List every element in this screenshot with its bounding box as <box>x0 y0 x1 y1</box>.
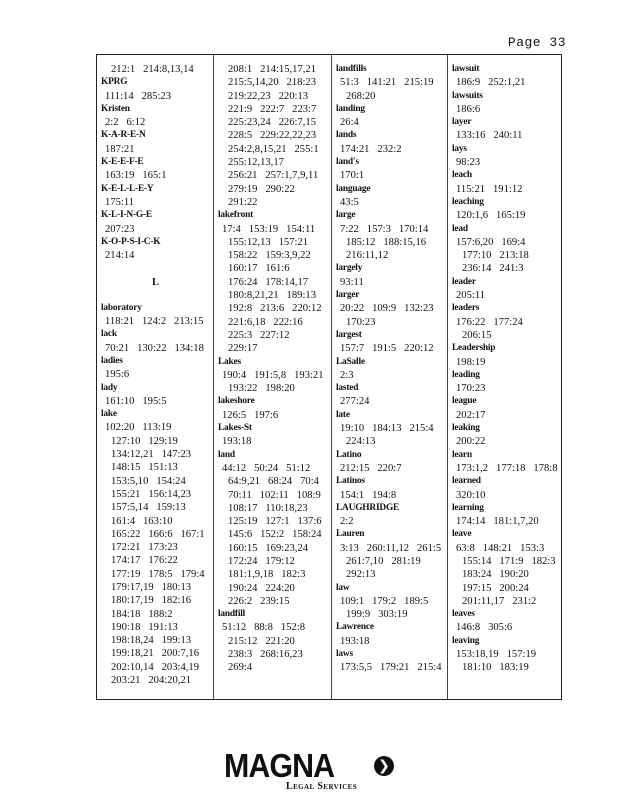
index-term: leaders <box>452 303 480 314</box>
index-entry <box>218 449 328 609</box>
index-column-4 <box>447 55 561 699</box>
index-term: league <box>452 396 477 407</box>
index-entry <box>101 236 210 263</box>
index-term: K-E-E-F-E <box>101 157 144 168</box>
index-entry <box>336 475 444 502</box>
index-entry <box>101 76 210 103</box>
index-entry <box>336 183 444 210</box>
index-term: language <box>336 183 371 194</box>
index-entry <box>336 209 444 262</box>
index-entry <box>452 608 558 635</box>
index-entry <box>452 276 558 303</box>
entry-references-continued: 155:14 171:9 182:3 183:24 190:20 197:15 200:24 201:11,17 231:2 <box>462 555 556 607</box>
entry-references-continued: 224:13 <box>346 436 376 448</box>
index-entry <box>452 369 558 396</box>
index-term: leading <box>452 369 480 380</box>
entry-references: 7:22 157:3 170:14 <box>340 223 429 235</box>
index-entry <box>218 422 328 449</box>
entry-references: 193:18 <box>222 436 252 448</box>
entry-references: 170:1 <box>340 170 365 182</box>
entry-references: 212:15 220:7 <box>340 462 402 474</box>
index-term: lakefront <box>218 210 254 221</box>
index-term: lack <box>101 329 117 340</box>
index-term: leach <box>452 170 472 181</box>
entry-references-continued: 64:9,21 68:24 70:4 70:11 102:11 108:9 108:17 110:18,23 125:19 127:1 137:6 145:6 152:2 158:24 160:15 169:23,24 172:24 179:12 181:1,9,18 182:3 190:24 224:20 226:2 239:15 <box>228 476 322 607</box>
entry-references: 205:11 <box>456 290 486 302</box>
index-term: Kristen <box>101 103 130 114</box>
index-entry <box>452 116 558 143</box>
entry-references: 195:6 <box>105 369 130 381</box>
index-term: largest <box>336 329 362 340</box>
entry-references: 2:2 <box>340 516 354 528</box>
index-entry <box>101 302 210 329</box>
section-letter: L <box>151 277 159 289</box>
index-entry <box>336 129 444 156</box>
entry-references: 93:11 <box>340 276 364 288</box>
index-entry <box>101 129 210 156</box>
index-term: K-A-R-E-N <box>101 130 146 141</box>
index-table <box>96 54 562 700</box>
entry-references: 120:1,6 165:19 <box>456 210 526 222</box>
entry-references-continued: 199:9 303:19 <box>346 609 408 621</box>
entry-references: 20:22 109:9 132:23 <box>340 303 434 315</box>
entry-references: 70:21 130:22 134:18 <box>105 342 204 354</box>
entry-references-continued: 127:10 129:19 134:12,21 147:23 148:15 151:13 153:5,10 154:24 155:21 156:14,23 157:5,14 159:13 161:4 163:10 165:22 166:6 167:1 172:21 173:23 174:17 176:22 177:19 178:5 179:4 179:17,19 180:13 180:17,19 182:16 184:18 188:2 190:18 191:13 198:18,24 199:13 199:18,21 200:7,16 202:10,14 203:4,19 203:21 204:20,21 <box>111 435 205 687</box>
index-term: Lakes <box>218 356 241 367</box>
index-entry <box>452 90 558 117</box>
magna-logo <box>224 748 396 794</box>
index-term: land <box>218 449 235 460</box>
index-term: layer <box>452 117 472 128</box>
entry-references: 174:21 232:2 <box>340 143 402 155</box>
entry-references: 198:19 <box>456 356 486 368</box>
entry-references: 161:10 195:5 <box>105 395 167 407</box>
entry-references: 170:23 <box>456 383 486 395</box>
index-entry <box>218 63 328 209</box>
index-term: Lauren <box>336 529 365 540</box>
index-entry <box>452 502 558 529</box>
index-entry <box>101 63 210 76</box>
index-entry <box>101 382 210 409</box>
index-entry <box>336 289 444 329</box>
entry-references: 173:1,2 177:18 178:8 <box>456 462 558 474</box>
entry-references-continued: 155:12,13 157:21 158:22 159:3,9,22 160:17 161:6 176:24 178:14,17 180:8,21,21 189:13 192:8 213:6 220:12 221:6,18 222:16 225:3 227:12 229:17 <box>228 236 322 355</box>
index-entry <box>336 528 444 581</box>
index-entry <box>336 262 444 289</box>
entry-references: 2:2 6:12 <box>105 117 146 129</box>
index-entry <box>218 608 328 674</box>
index-term: K-L-I-N-G-E <box>101 210 152 221</box>
index-term: lake <box>101 409 117 420</box>
entry-references: 153:18,19 157:19 <box>456 649 537 661</box>
index-entry <box>452 196 558 223</box>
entry-references: 190:4 191:5,8 193:21 <box>222 369 324 381</box>
index-term: lakeshore <box>218 396 255 407</box>
index-term: learn <box>452 449 472 460</box>
index-term: landing <box>336 103 365 114</box>
index-term: late <box>336 409 350 420</box>
entry-references: 2:3 <box>340 369 354 381</box>
entry-references: 118:21 124:2 213:15 <box>105 316 204 328</box>
entry-references: 176:22 177:24 <box>456 316 523 328</box>
index-entry <box>452 169 558 196</box>
entry-references: 43:5 <box>340 196 359 208</box>
index-entry <box>452 63 558 90</box>
index-entry <box>218 356 328 396</box>
index-term: leaves <box>452 609 475 620</box>
index-entry <box>101 103 210 130</box>
index-term: larger <box>336 290 360 301</box>
index-entry <box>218 395 328 422</box>
index-entry <box>101 156 210 183</box>
index-term: leaking <box>452 423 480 434</box>
entry-references-continued: 261:7,10 281:19 292:13 <box>346 555 421 581</box>
entry-references: 3:13 260:11,12 261:5 <box>340 542 442 554</box>
index-term: large <box>336 210 356 221</box>
index-term: lawsuits <box>452 90 483 101</box>
index-term: ladies <box>101 355 123 366</box>
index-term: leaching <box>452 196 484 207</box>
entry-references: 207:23 <box>105 223 135 235</box>
index-column-1 <box>97 55 213 699</box>
index-term: laboratory <box>101 302 142 313</box>
index-column-2 <box>213 55 331 699</box>
index-entry <box>218 209 328 355</box>
index-entry <box>336 63 444 103</box>
index-entry <box>336 156 444 183</box>
index-entry <box>452 223 558 276</box>
index-term: LAUGHRIDGE <box>336 502 400 513</box>
index-entry <box>336 409 444 449</box>
index-entry <box>452 342 558 369</box>
index-entry <box>452 449 558 476</box>
index-entry <box>101 276 210 289</box>
index-term: land's <box>336 157 359 168</box>
entry-references: 51:12 88:8 152:8 <box>222 622 305 634</box>
index-entry <box>336 582 444 622</box>
index-term: lands <box>336 130 357 141</box>
page-number: Page 33 <box>507 35 566 50</box>
entry-references-continued: 268:20 <box>346 90 376 102</box>
entry-references: 111:14 285:23 <box>105 90 172 102</box>
entry-references: 157:7 191:5 220:12 <box>340 343 434 355</box>
index-term: lawsuit <box>452 64 480 74</box>
entry-references: 163:19 165:1 <box>105 170 167 182</box>
index-term: Latinos <box>336 476 365 487</box>
entry-references-continued: 181:10 183:19 <box>462 662 529 674</box>
entry-references: 115:21 191:12 <box>456 183 523 195</box>
entry-references: 214:14 <box>105 250 135 262</box>
index-entry <box>452 302 558 342</box>
entry-references: 186:9 252:1,21 <box>456 77 526 89</box>
entry-references: 186:6 <box>456 103 481 115</box>
entry-references-continued: 193:22 198:20 <box>228 383 295 395</box>
index-entry <box>452 475 558 502</box>
index-term: KPRG <box>101 77 128 88</box>
logo-tagline: Legal Services <box>286 781 358 792</box>
entry-references: 98:23 <box>456 157 481 169</box>
index-term: K-O-P-S-I-C-K <box>101 236 161 247</box>
index-term: landfills <box>336 64 367 74</box>
index-term: LaSalle <box>336 356 365 367</box>
index-term: lady <box>101 382 118 393</box>
index-entry <box>336 621 444 648</box>
index-entry <box>336 103 444 130</box>
entry-references: 146:8 305:6 <box>456 622 513 634</box>
entry-references-continued: 170:23 <box>346 316 376 328</box>
entry-references: 44:12 50:24 51:12 <box>222 462 311 474</box>
index-entry <box>101 408 210 687</box>
entry-references: 109:1 179:2 189:5 <box>340 595 429 607</box>
index-term: leave <box>452 529 472 540</box>
index-term: lasted <box>336 383 359 394</box>
logo-wordmark: MAGNA <box>224 747 335 784</box>
entry-references: 277:24 <box>340 396 370 408</box>
entry-references: 19:10 184:13 215:4 <box>340 423 434 435</box>
index-term: Leadership <box>452 343 496 354</box>
index-term: Lakes-St <box>218 423 252 434</box>
entry-references: 173:5,5 179:21 215:4 <box>340 662 442 674</box>
entry-references: 187:21 <box>105 143 135 155</box>
index-term: lays <box>452 143 467 154</box>
entry-references: 193:18 <box>340 635 370 647</box>
entry-references-continued: 215:12 221:20 238:3 268:16,23 269:4 <box>228 635 303 674</box>
index-term: laws <box>336 649 353 660</box>
entry-references: 175:11 <box>105 196 135 208</box>
entry-references: 202:17 <box>456 409 486 421</box>
index-entry <box>452 635 558 675</box>
index-entry <box>452 395 558 422</box>
index-column-3 <box>331 55 447 699</box>
index-entry <box>336 382 444 409</box>
arrow-circle-icon: ❯ <box>374 756 394 776</box>
entry-references: 51:3 141:21 215:19 <box>340 77 434 89</box>
entry-references: 200:22 <box>456 436 486 448</box>
entry-references: 320:10 <box>456 489 486 501</box>
index-term: leader <box>452 276 476 287</box>
entry-references-continued: 208:1 214:15,17,21 215:5,14,20 218:23 219:22,23 220:13 221:9 222:7 223:7 225:23,24 226:7,15 228:5 229:22,22,23 254:2,8,15,21 255:1 255:12,13,17 256:21 257:1,7,9,11 279:19 290:22 291:22 <box>228 64 319 208</box>
index-term: learned <box>452 476 481 487</box>
index-entry <box>336 648 444 675</box>
index-entry <box>336 502 444 529</box>
index-term: lead <box>452 223 468 234</box>
index-entry <box>336 356 444 383</box>
index-term: Latino <box>336 449 362 460</box>
entry-references: 157:6,20 169:4 <box>456 236 526 248</box>
entry-references-continued: 206:15 <box>462 329 492 341</box>
index-term: Lawrence <box>336 622 374 633</box>
index-entry <box>101 209 210 236</box>
index-term: landfill <box>218 609 246 620</box>
index-entry <box>452 528 558 608</box>
entry-references-continued: 185:12 188:15,16 216:11,12 <box>346 236 427 262</box>
index-term: K-E-L-L-E-Y <box>101 183 154 194</box>
entry-references-continued: 212:1 214:8,13,14 <box>111 64 194 75</box>
index-term: law <box>336 582 350 593</box>
index-entry <box>336 329 444 356</box>
index-term: largely <box>336 263 363 274</box>
entry-references: 126:5 197:6 <box>222 409 279 421</box>
index-entry <box>336 449 444 476</box>
index-entry <box>452 143 558 170</box>
entry-references: 26:4 <box>340 117 359 129</box>
entry-references: 174:14 181:1,7,20 <box>456 516 539 528</box>
entry-references: 133:16 240:11 <box>456 130 523 142</box>
entry-references: 102:20 113:19 <box>105 422 172 434</box>
index-entry <box>101 183 210 210</box>
index-entry <box>101 328 210 355</box>
index-term: leaving <box>452 635 480 646</box>
entry-references: 154:1 194:8 <box>340 489 397 501</box>
index-entry <box>452 422 558 449</box>
index-term: learning <box>452 502 484 513</box>
index-entry <box>101 355 210 382</box>
entry-references: 63:8 148:21 153:3 <box>456 542 545 554</box>
entry-references: 17:4 153:19 154:11 <box>222 223 316 235</box>
entry-references-continued: 177:10 213:18 236:14 241:3 <box>462 250 529 275</box>
